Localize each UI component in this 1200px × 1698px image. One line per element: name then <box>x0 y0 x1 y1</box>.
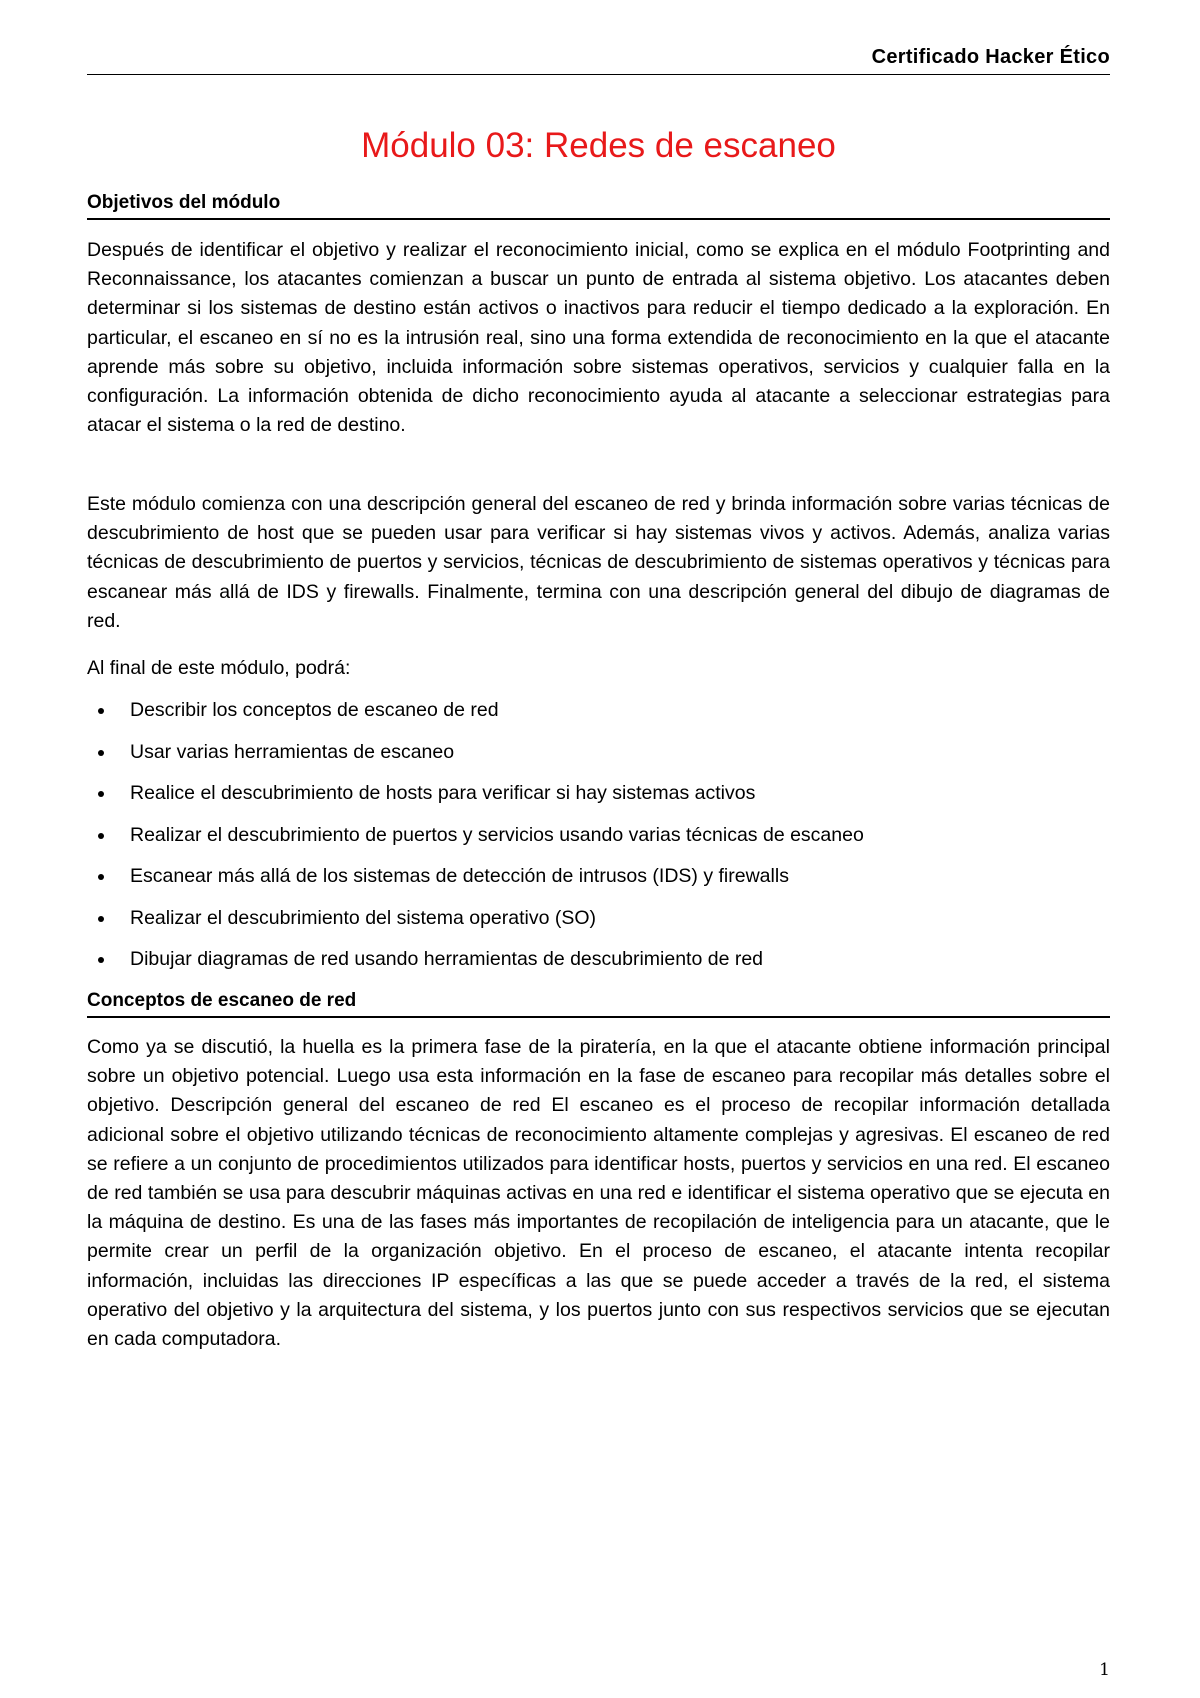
section-heading-conceptos: Conceptos de escaneo de red <box>87 988 1110 1018</box>
objectives-intro: Al final de este módulo, podrá: <box>87 657 351 679</box>
intro-paragraph: Después de identificar el objetivo y realizar el reconocimiento inicial, como se explica en el módulo Footprinting and Reconnaissance, los atacantes comienzan a buscar un punto de entrada al sistema objetivo. Los atacantes deben determinar si los sistemas de destino están activos o inactivos para reducir el tiempo dedicado a la exploración. En particular, el escaneo en sí no es la intrusión real, sino una forma extendida de reconocimiento en la que el atacante aprende más sobre su objetivo, incluida información sobre sistemas operativos, servicios y cualquier falla en la configuración. La información obtenida de dicho reconocimiento ayuda al atacante a seleccionar estrategias para atacar el sistema o la red de destino. <box>87 239 1110 437</box>
list-item-text: Usar varias herramientas de escaneo <box>130 740 455 763</box>
bullet-icon <box>98 833 104 839</box>
page-number: 1 <box>1099 1660 1110 1680</box>
list-item <box>87 779 1110 821</box>
bullet-icon <box>98 957 104 963</box>
list-item <box>87 821 1110 863</box>
list-item-text: Describir los conceptos de escaneo de red <box>130 699 499 721</box>
bullet-icon <box>98 791 104 797</box>
header-title: Certificado Hacker Ético <box>871 46 1110 68</box>
list-item <box>87 738 1110 780</box>
list-item-text: Realice el descubrimiento de hosts para verificar si hay sistemas activos <box>130 782 756 804</box>
bullet-icon <box>98 750 104 756</box>
bullet-icon <box>98 708 104 714</box>
objectives-list <box>87 696 1110 987</box>
document-title: Módulo 03: Redes de escaneo <box>361 126 836 165</box>
bullet-icon <box>98 916 104 922</box>
overview-paragraph: Este módulo comienza con una descripción general del escaneo de red y brinda información sobre varias técnicas de descubrimiento de host que se pueden usar para verificar si hay sistemas vivos y activos. Además, analiza varias técnicas de descubrimiento de puertos y servicios, técnicas de descubrimiento de sistemas operativos y técnicas para escanear más allá de IDS y firewalls. Finalmente, termina con una descripción general del dibujo de diagramas de red. <box>87 493 1110 632</box>
page-header <box>87 44 1110 75</box>
bullet-icon <box>98 874 104 880</box>
list-item <box>87 945 1110 987</box>
concepts-paragraph: Como ya se discutió, la huella es la primera fase de la piratería, en la que el atacante obtiene información principal sobre un objetivo potencial. Luego usa esta información en la fase de escaneo para recopilar más detalles sobre el objetivo. Descripción general del escaneo de red El escaneo es el proceso de recopilar información detallada adicional sobre el objetivo utilizando técnicas de reconocimiento altamente complejas y agresivas. El escaneo de red se refiere a un conjunto de procedimientos utilizados para identificar hosts, puertos y servicios en una red. El escaneo de red también se usa para descubrir máquinas activas en una red e identificar el sistema operativo que se ejecuta en la máquina de destino. Es una de las fases más importantes de recopilación de inteligencia para un atacante, que le permite crear un perfil de la organización objetivo. En el proceso de escaneo, el atacante intenta recopilar información, incluidas las direcciones IP específicas a las que se puede acceder a través de la red, el sistema operativo del objetivo y la arquitectura del sistema, y los puertos junto con sus respectivos servicios que se ejecutan en cada computadora. <box>87 1036 1110 1351</box>
section-heading-objetivos: Objetivos del módulo <box>87 190 1110 220</box>
list-item-text: Dibujar diagramas de red usando herramientas de descubrimiento de red <box>130 948 764 970</box>
list-item <box>87 904 1110 946</box>
list-item-text: Escanear más allá de los sistemas de detección de intrusos (IDS) y firewalls <box>130 865 789 887</box>
list-item <box>87 696 1110 738</box>
list-item-text: Realizar el descubrimiento de puertos y servicios usando varias técnicas de escaneo <box>130 823 864 846</box>
list-item-text: Realizar el descubrimiento del sistema operativo (SO) <box>130 906 597 929</box>
list-item <box>87 862 1110 904</box>
